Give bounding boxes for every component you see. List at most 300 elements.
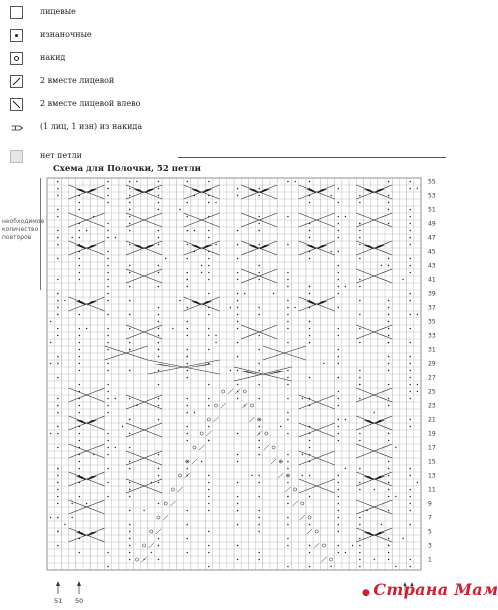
purl-dot bbox=[187, 363, 189, 365]
purl-dot bbox=[409, 363, 411, 365]
purl-dot bbox=[359, 314, 360, 315]
purl-dot bbox=[359, 545, 361, 547]
purl-dot bbox=[107, 286, 109, 288]
purl-dot bbox=[107, 440, 109, 442]
purl-dot bbox=[129, 370, 131, 372]
purl-dot bbox=[129, 349, 130, 350]
purl-dot bbox=[57, 545, 59, 547]
purl-dot bbox=[388, 209, 390, 211]
purl-dot bbox=[258, 398, 260, 400]
purl-dot bbox=[388, 335, 390, 337]
purl-dot bbox=[388, 398, 390, 400]
purl-dot bbox=[287, 454, 289, 456]
purl-dot bbox=[129, 496, 131, 498]
purl-dot bbox=[359, 524, 361, 526]
purl-dot bbox=[208, 328, 210, 330]
purl-dot bbox=[417, 482, 418, 483]
purl-dot bbox=[309, 230, 311, 232]
purl-dot bbox=[287, 307, 289, 309]
purl-dot bbox=[359, 202, 361, 204]
purl-dot bbox=[338, 279, 340, 281]
purl-dot bbox=[402, 279, 403, 280]
row-number: 21 bbox=[428, 416, 436, 424]
purl-dot bbox=[158, 398, 160, 400]
purl-dot bbox=[208, 440, 209, 441]
legend-label: нет петли bbox=[40, 151, 82, 160]
purl-dot bbox=[359, 223, 360, 224]
purl-dot bbox=[158, 419, 160, 421]
purl-dot bbox=[338, 377, 339, 378]
purl-dot bbox=[359, 433, 361, 435]
purl-dot bbox=[158, 482, 160, 484]
purl-dot bbox=[294, 307, 295, 308]
purl-dot bbox=[338, 335, 340, 337]
purl-dot bbox=[359, 286, 361, 288]
purl-dot bbox=[57, 307, 59, 309]
purl-dot bbox=[409, 188, 411, 190]
purl-dot bbox=[287, 279, 289, 281]
purl-dot bbox=[409, 566, 411, 568]
purl-dot bbox=[345, 419, 346, 420]
purl-dot bbox=[258, 279, 260, 281]
purl-dot bbox=[338, 216, 340, 218]
row-number: 47 bbox=[428, 234, 436, 242]
purl-dot bbox=[107, 405, 109, 407]
purl-dot bbox=[309, 342, 311, 344]
purl-dot bbox=[309, 566, 311, 568]
purl-dot bbox=[388, 314, 390, 316]
purl-dot bbox=[258, 223, 260, 225]
purl-dot bbox=[251, 475, 252, 476]
purl-dot bbox=[258, 363, 260, 365]
purl-dot bbox=[57, 356, 59, 358]
purl-dot bbox=[359, 559, 361, 561]
purl-dot bbox=[338, 307, 340, 309]
purl-dot bbox=[107, 279, 109, 281]
purl-dot bbox=[409, 209, 411, 211]
purl-dot bbox=[57, 412, 59, 414]
row-number: 35 bbox=[428, 318, 436, 326]
purl-dot bbox=[107, 188, 108, 189]
purl-dot bbox=[208, 230, 210, 232]
purl-dot bbox=[129, 419, 130, 420]
purl-dot bbox=[79, 552, 81, 554]
purl-dot bbox=[107, 468, 109, 470]
purl-dot bbox=[143, 510, 144, 511]
purl-dot bbox=[129, 510, 131, 512]
purl-dot bbox=[237, 356, 239, 358]
purl-dot bbox=[402, 538, 403, 539]
purl-dot bbox=[345, 468, 346, 469]
purl-dot bbox=[309, 524, 311, 526]
purl-dot bbox=[345, 286, 346, 287]
purl-dot bbox=[309, 237, 311, 239]
purl-dot bbox=[237, 188, 239, 190]
purl-dot bbox=[79, 433, 81, 435]
purl-dot bbox=[158, 475, 160, 477]
purl-dot bbox=[129, 188, 131, 190]
purl-dot bbox=[237, 433, 239, 435]
purl-dot bbox=[258, 510, 260, 512]
purl-dot bbox=[208, 482, 210, 484]
purl-dot bbox=[409, 230, 411, 232]
purl-dot bbox=[359, 237, 361, 239]
purl-dot bbox=[287, 321, 289, 323]
purl-dot bbox=[338, 251, 340, 253]
purl-dot bbox=[129, 209, 130, 210]
purl-dot bbox=[410, 377, 411, 378]
purl-dot bbox=[57, 496, 59, 498]
purl-dot bbox=[79, 265, 81, 267]
purl-dot bbox=[388, 405, 390, 407]
purl-dot bbox=[187, 321, 189, 323]
purl-dot bbox=[359, 258, 361, 260]
purl-dot bbox=[258, 314, 260, 316]
purl-dot bbox=[287, 377, 289, 379]
purl-dot bbox=[237, 524, 239, 526]
purl-dot bbox=[287, 461, 289, 463]
purl-dot bbox=[409, 426, 411, 428]
purl-dot bbox=[107, 223, 109, 225]
purl-dot bbox=[287, 286, 289, 288]
purl-dot bbox=[237, 496, 239, 498]
purl-dot bbox=[208, 349, 210, 351]
purl-dot bbox=[79, 237, 81, 239]
row-number: 7 bbox=[428, 514, 432, 522]
purl-dot bbox=[107, 398, 109, 400]
purl-dot bbox=[381, 265, 382, 266]
purl-dot bbox=[158, 349, 159, 350]
purl-dot bbox=[287, 314, 289, 316]
purl-dot bbox=[187, 356, 188, 357]
purl-dot bbox=[237, 230, 239, 232]
purl-dot bbox=[208, 363, 210, 365]
purl-dot bbox=[309, 328, 311, 330]
purl-dot bbox=[57, 468, 58, 469]
purl-dot bbox=[388, 356, 390, 358]
purl-dot bbox=[79, 496, 81, 498]
purl-dot bbox=[287, 398, 289, 400]
purl-dot bbox=[359, 538, 361, 540]
purl-dot bbox=[57, 447, 59, 449]
purl-dot bbox=[287, 482, 289, 484]
purl-dot bbox=[57, 398, 59, 400]
purl-dot bbox=[309, 293, 311, 295]
purl-dot bbox=[359, 489, 361, 491]
purl-dot bbox=[359, 230, 361, 232]
purl-dot bbox=[208, 503, 210, 505]
purl-dot bbox=[302, 398, 303, 399]
purl-dot bbox=[107, 552, 109, 554]
purl-dot bbox=[86, 503, 87, 504]
purl-dot bbox=[79, 405, 81, 407]
row-number: 39 bbox=[428, 290, 436, 298]
purl-dot bbox=[57, 293, 59, 295]
purl-dot bbox=[158, 314, 160, 316]
purl-dot bbox=[57, 216, 59, 218]
purl-dot bbox=[79, 342, 81, 344]
purl-dot bbox=[107, 566, 109, 568]
purl-dot bbox=[359, 328, 361, 330]
purl-dot bbox=[187, 468, 189, 470]
purl-dot bbox=[258, 244, 260, 246]
purl-dot bbox=[129, 398, 131, 400]
purl-dot bbox=[237, 258, 239, 260]
purl-dot bbox=[172, 328, 173, 329]
purl-dot bbox=[287, 496, 288, 497]
purl-dot bbox=[129, 489, 130, 490]
purl-dot bbox=[215, 244, 216, 245]
purl-dot bbox=[79, 468, 81, 470]
purl-dot bbox=[158, 188, 160, 190]
purl-dot bbox=[57, 489, 59, 491]
purl-dot bbox=[107, 272, 109, 274]
purl-dot bbox=[359, 244, 361, 246]
purl-dot bbox=[237, 559, 239, 561]
purl-dot bbox=[258, 482, 260, 484]
row-number: 37 bbox=[428, 304, 436, 312]
purl-dot bbox=[158, 202, 160, 204]
purl-dot bbox=[338, 552, 340, 554]
purl-dot bbox=[208, 475, 210, 477]
purl-dot bbox=[258, 475, 260, 477]
purl-dot bbox=[388, 223, 390, 225]
purl-dot bbox=[107, 384, 109, 386]
purl-dot bbox=[237, 370, 239, 372]
purl-dot bbox=[374, 489, 375, 490]
purl-dot bbox=[208, 545, 210, 547]
purl-dot bbox=[388, 433, 390, 435]
purl-dot bbox=[417, 384, 418, 385]
purl-dot bbox=[258, 517, 260, 519]
purl-dot bbox=[107, 258, 109, 260]
purl-dot bbox=[201, 461, 202, 462]
purl-dot bbox=[57, 314, 59, 316]
purl-dot bbox=[409, 468, 411, 470]
purl-dot bbox=[237, 503, 239, 505]
purl-dot bbox=[107, 195, 109, 197]
purl-dot bbox=[388, 538, 389, 539]
purl-dot bbox=[388, 370, 390, 372]
purl-dot bbox=[273, 293, 274, 294]
purl-dot bbox=[409, 475, 411, 477]
purl-dot bbox=[338, 293, 340, 295]
purl-dot bbox=[338, 349, 340, 351]
purl-dot bbox=[79, 272, 81, 274]
purl-dot bbox=[208, 258, 210, 260]
purl-dot bbox=[338, 419, 340, 421]
purl-dot bbox=[107, 412, 109, 414]
purl-dot bbox=[237, 272, 239, 274]
purl-dot bbox=[187, 370, 189, 372]
column-arrow-head bbox=[77, 581, 81, 586]
purl-dot bbox=[107, 370, 109, 372]
purl-dot bbox=[359, 566, 361, 568]
row-number: 51 bbox=[428, 206, 436, 214]
purl-dot bbox=[330, 251, 331, 252]
purl-dot bbox=[338, 363, 340, 365]
purl-dot bbox=[287, 566, 289, 568]
purl-dot bbox=[107, 496, 109, 498]
purl-dot bbox=[338, 524, 340, 526]
purl-dot bbox=[158, 538, 160, 540]
purl-dot bbox=[86, 230, 87, 231]
purl-dot bbox=[187, 349, 189, 351]
purl-dot bbox=[338, 545, 340, 547]
purl-dot bbox=[258, 419, 260, 421]
purl-dot bbox=[57, 405, 59, 407]
purl-dot bbox=[57, 230, 59, 232]
purl-dot bbox=[107, 391, 109, 393]
purl-dot bbox=[187, 335, 189, 337]
purl-dot bbox=[409, 419, 411, 421]
purl-dot bbox=[158, 209, 160, 211]
watermark: ● Страна Мам bbox=[362, 580, 498, 599]
purl-dot bbox=[129, 300, 131, 302]
purl-dot bbox=[409, 398, 411, 400]
row-number: 17 bbox=[428, 444, 436, 452]
purl-dot bbox=[71, 517, 72, 518]
purl-dot bbox=[57, 426, 59, 428]
purl-dot bbox=[388, 202, 390, 204]
purl-dot bbox=[258, 524, 260, 526]
purl-dot bbox=[79, 461, 81, 463]
purl-dot bbox=[409, 496, 411, 498]
purl-dot bbox=[258, 426, 260, 428]
purl-dot bbox=[417, 314, 418, 315]
purl-dot bbox=[309, 202, 311, 204]
purl-dot bbox=[179, 300, 180, 301]
purl-dot bbox=[237, 454, 239, 456]
purl-dot bbox=[79, 314, 81, 316]
purl-dot bbox=[237, 342, 239, 344]
purl-dot bbox=[388, 440, 389, 441]
purl-dot bbox=[409, 265, 411, 267]
purl-dot bbox=[57, 335, 59, 337]
purl-dot bbox=[409, 524, 411, 526]
purl-dot bbox=[57, 195, 59, 197]
purl-dot bbox=[158, 335, 160, 337]
purl-dot bbox=[287, 181, 289, 183]
purl-dot bbox=[208, 489, 210, 491]
purl-dot bbox=[129, 545, 131, 547]
purl-dot bbox=[309, 181, 311, 183]
purl-dot bbox=[287, 433, 289, 435]
purl-dot bbox=[129, 524, 131, 526]
purl-dot bbox=[338, 230, 340, 232]
legend-label: лицевые bbox=[40, 7, 76, 16]
row-number: 19 bbox=[428, 430, 436, 438]
purl-dot bbox=[388, 482, 390, 484]
purl-dot bbox=[107, 181, 109, 183]
purl-dot bbox=[338, 475, 340, 477]
purl-dot bbox=[338, 405, 340, 407]
bottom-label-51: 51 bbox=[54, 597, 63, 605]
purl-dot bbox=[338, 426, 340, 428]
purl-dot bbox=[79, 349, 81, 351]
purl-dot bbox=[215, 342, 216, 343]
purl-dot bbox=[287, 412, 289, 414]
purl-dot bbox=[330, 195, 331, 196]
purl-dot bbox=[309, 475, 311, 477]
purl-dot bbox=[338, 188, 340, 190]
purl-dot bbox=[230, 307, 231, 308]
purl-dot bbox=[158, 384, 160, 386]
purl-dot bbox=[359, 195, 361, 197]
purl-dot bbox=[158, 286, 160, 288]
purl-dot bbox=[237, 398, 239, 400]
purl-dot bbox=[345, 216, 346, 217]
purl-dot bbox=[388, 461, 390, 463]
purl-dot bbox=[158, 545, 160, 547]
purl-dot bbox=[237, 384, 239, 386]
row-number: 55 bbox=[428, 178, 436, 186]
side-note: необходимое количество повторов bbox=[2, 218, 45, 241]
purl-dot bbox=[187, 412, 189, 414]
purl-dot bbox=[57, 279, 59, 281]
purl-dot bbox=[338, 433, 340, 435]
purl-dot bbox=[388, 195, 390, 197]
purl-dot bbox=[129, 552, 131, 554]
purl-dot bbox=[237, 195, 239, 197]
purl-dot bbox=[409, 489, 411, 491]
purl-dot bbox=[158, 454, 160, 456]
purl-dot bbox=[208, 384, 210, 386]
purl-dot bbox=[50, 363, 51, 364]
purl-dot bbox=[338, 482, 340, 484]
purl-dot bbox=[388, 363, 390, 365]
purl-dot bbox=[187, 377, 189, 379]
purl-dot bbox=[115, 447, 116, 448]
purl-dot bbox=[107, 335, 109, 337]
purl-dot bbox=[187, 230, 189, 232]
purl-dot bbox=[302, 454, 303, 455]
legend-label: 2 вместе лицевой влево bbox=[40, 99, 141, 108]
purl-dot bbox=[187, 216, 189, 218]
row-number: 9 bbox=[428, 500, 432, 508]
purl-dot bbox=[258, 496, 260, 498]
purl-dot bbox=[79, 384, 81, 386]
purl-dot bbox=[388, 468, 390, 470]
row-number: 11 bbox=[428, 486, 436, 494]
purl-dot bbox=[187, 258, 189, 260]
purl-dot bbox=[388, 265, 390, 267]
purl-dot bbox=[158, 237, 160, 239]
purl-dot bbox=[129, 447, 131, 449]
purl-dot bbox=[395, 447, 396, 448]
purl-dot bbox=[258, 370, 260, 372]
purl-dot bbox=[258, 531, 260, 533]
purl-dot bbox=[374, 559, 375, 560]
purl-dot bbox=[57, 188, 59, 190]
purl-dot bbox=[417, 188, 418, 189]
purl-dot bbox=[258, 335, 260, 337]
purl-dot bbox=[258, 265, 260, 267]
purl-dot bbox=[309, 496, 311, 498]
purl-dot bbox=[107, 265, 109, 267]
row-number: 53 bbox=[428, 192, 436, 200]
purl-dot bbox=[409, 272, 411, 274]
purl-dot bbox=[187, 461, 189, 463]
row-number: 43 bbox=[428, 262, 436, 270]
purl-dot bbox=[187, 510, 189, 512]
purl-dot bbox=[309, 258, 311, 260]
purl-dot bbox=[107, 230, 109, 232]
purl-dot bbox=[129, 328, 131, 330]
purl-dot bbox=[122, 426, 123, 427]
purl-dot bbox=[50, 517, 51, 518]
purl-dot bbox=[237, 482, 239, 484]
